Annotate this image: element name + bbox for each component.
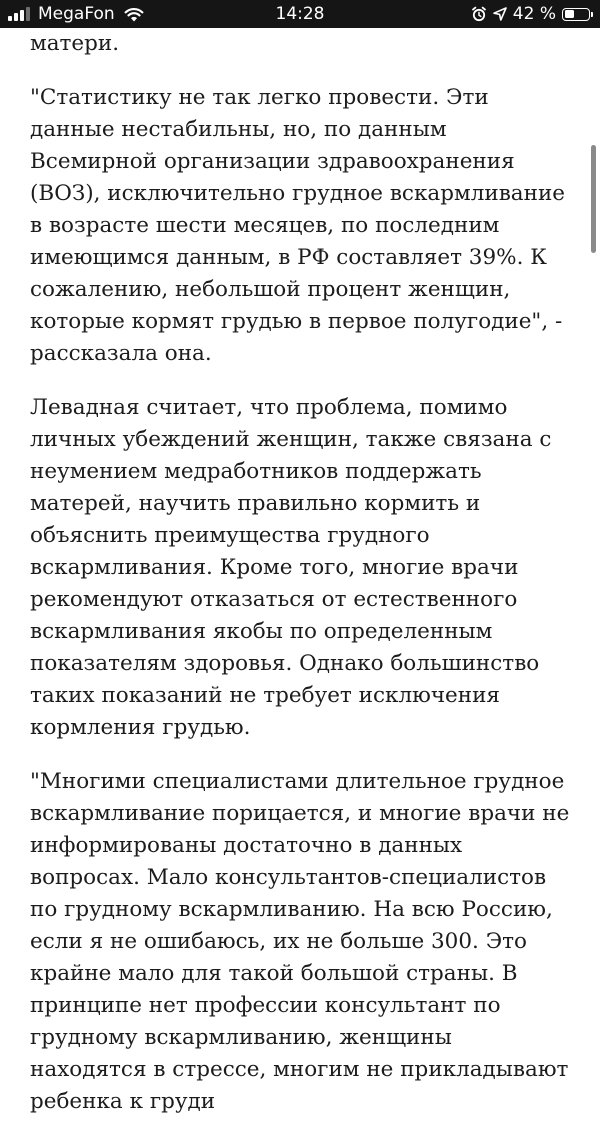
battery-level-fill (565, 10, 574, 18)
article-paragraph: "Многими специалистами длительное грудное вскармливание порицается, и многие врачи не информированы достаточно в данных вопросах. Мало консультантов-специалистов по грудному вскармливанию. На всю Россию, если я не ошибаюсь, их не больше 300. Это крайне мало для такой большой страны. В принципе нет профессии консультант по грудному вскармливанию, женщины находятся в стрессе, многим не прикладывают ребенка к груди (30, 769, 570, 1114)
carrier-name: MegaFon (38, 4, 115, 24)
battery-icon (562, 8, 590, 21)
scrollbar[interactable] (591, 145, 596, 253)
article-paragraph: матери. (30, 31, 120, 56)
battery-percent: 42 % (512, 4, 556, 24)
article-paragraph: Левадная считает, что проблема, помимо личных убеждений женщин, также связана с неумением медработников поддержать матерей, научить правильно кормить и объяснить преимущества грудного вскармливания. Кроме того, многие врачи рекомендуют отказаться от естественного вскармливания якобы по определенным показателям здоровья. Однако большинство таких показаний не требует исключения кормления грудью. (30, 395, 552, 740)
location-arrow-icon (493, 7, 507, 21)
article-body (30, 28, 575, 1140)
status-bar (0, 0, 600, 28)
article-paragraph: "Статистику не так легко провести. Эти данные нестабильны, но, по данным Всемирной организации здравоохранения (ВОЗ), исключительно грудное вскармливание в возрасте шести месяцев, по последним имеющимся данным, в РФ составляет 39%. К сожалению, небольшой процент женщин, которые кормят грудью в первое полугодие", - рассказала она. (30, 85, 566, 366)
status-right (471, 0, 590, 28)
status-time: 14:28 (275, 4, 325, 24)
alarm-clock-icon (471, 6, 487, 22)
